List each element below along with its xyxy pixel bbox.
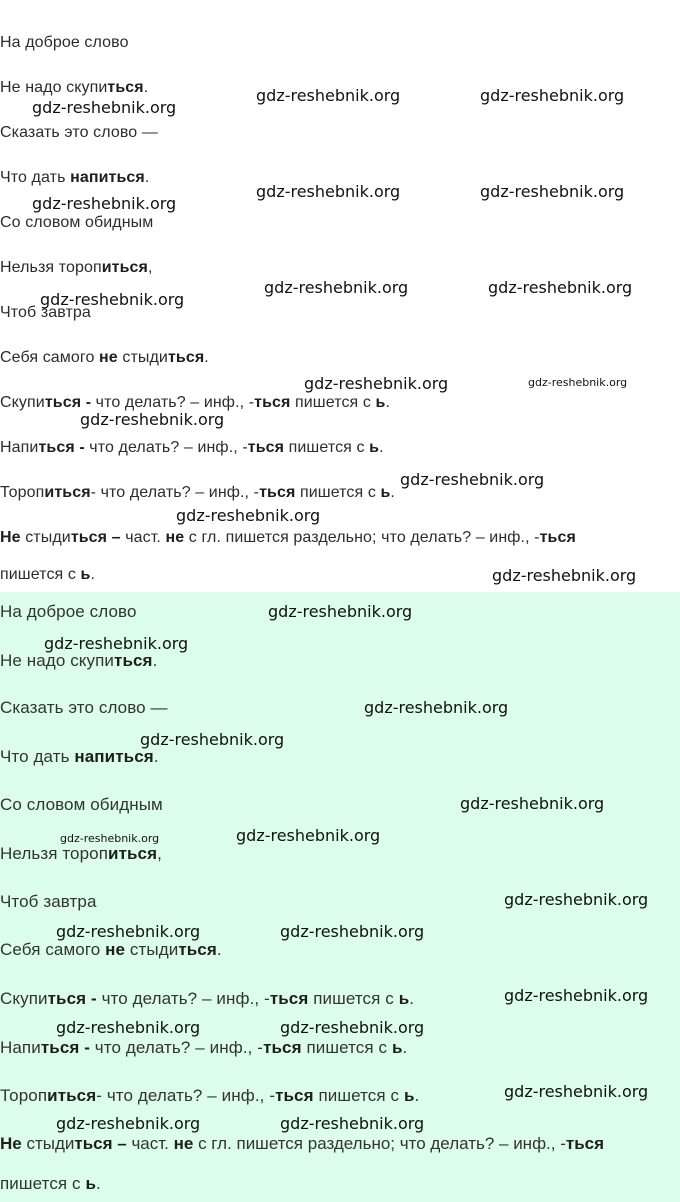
note-line-1: Скупиться - что делать? – инф., -ться пишется с ь.: [0, 394, 390, 411]
poem-line-3: Сказать это слово —: [0, 124, 158, 141]
watermark: gdz-reshebnik.org: [280, 1114, 425, 1133]
watermark: gdz-reshebnik.org: [364, 698, 509, 717]
poem-line-3: Сказать это слово —: [0, 698, 168, 717]
poem-line-7: Чтоб завтра: [0, 892, 97, 911]
watermark: gdz-reshebnik.org: [56, 1018, 201, 1037]
watermark: gdz-reshebnik.org: [256, 86, 401, 105]
watermark: gdz-reshebnik.org: [44, 634, 189, 653]
watermark: gdz-reshebnik.org: [236, 826, 381, 845]
watermark: gdz-reshebnik.org: [256, 182, 401, 201]
watermark: gdz-reshebnik.org: [40, 290, 185, 309]
watermark: gdz-reshebnik.org: [56, 1114, 201, 1133]
watermark: gdz-reshebnik.org: [32, 194, 177, 213]
note-line-4: Не стыдиться – част. не с гл. пишется раздельно; что делать? – инф., -ться: [0, 1134, 605, 1153]
poem-line-5: Со словом обидным: [0, 214, 154, 231]
watermark: gdz-reshebnik.org: [280, 922, 425, 941]
answer-section-white: [0, 0, 680, 592]
watermark: gdz-reshebnik.org: [480, 182, 625, 201]
watermark: gdz-reshebnik.org: [56, 922, 201, 941]
watermark: gdz-reshebnik.org: [480, 86, 625, 105]
watermark: gdz-reshebnik.org: [488, 278, 633, 297]
note-line-3: Торопиться- что делать? – инф., -ться пишется с ь.: [0, 1086, 420, 1105]
watermark: gdz-reshebnik.org: [492, 566, 637, 585]
watermark: gdz-reshebnik.org: [80, 410, 225, 429]
watermark: gdz-reshebnik.org: [504, 890, 649, 909]
watermark: gdz-reshebnik.org: [176, 506, 321, 525]
poem-line-8: Себя самого не стыдиться.: [0, 940, 222, 959]
poem-line-7: Чтоб завтра: [0, 304, 91, 321]
poem-line-4: Что дать напиться.: [0, 169, 150, 186]
poem-line-8: Себя самого не стыдиться.: [0, 349, 209, 366]
poem-line-2: Не надо скупиться.: [0, 79, 149, 96]
poem-line-6: Нельзя торопиться,: [0, 844, 162, 863]
answer-section-green: [0, 592, 680, 1202]
watermark: gdz-reshebnik.org: [268, 602, 413, 621]
poem-line-6: Нельзя торопиться,: [0, 259, 153, 276]
watermark: gdz-reshebnik.org: [280, 1018, 425, 1037]
note-line-4: Не стыдиться – част. не с гл. пишется раздельно; что делать? – инф., -ться: [0, 529, 576, 546]
note-line-2: Напиться - что делать? – инф., -ться пишется с ь.: [0, 439, 384, 456]
note-line-2: Напиться - что делать? – инф., -ться пишется с ь.: [0, 1038, 408, 1057]
watermark: gdz-reshebnik.org: [304, 374, 449, 393]
poem-line-5: Со словом обидным: [0, 795, 163, 814]
watermark: gdz-reshebnik.org: [264, 278, 409, 297]
note-line-3: Торопиться- что делать? – инф., -ться пишется с ь.: [0, 484, 395, 501]
poem-line-1: На доброе слово: [0, 34, 129, 51]
poem-line-2: Не надо скупиться.: [0, 651, 158, 670]
note-line-1: Скупиться - что делать? – инф., -ться пишется с ь.: [0, 989, 415, 1008]
watermark: gdz-reshebnik.org: [32, 98, 177, 117]
watermark: gdz-reshebnik.org: [400, 470, 545, 489]
watermark: gdz-reshebnik.org: [504, 986, 649, 1005]
watermark: gdz-reshebnik.org: [504, 1082, 649, 1101]
watermark: gdz-reshebnik.org: [60, 832, 160, 845]
poem-line-4: Что дать напиться.: [0, 747, 159, 766]
watermark: gdz-reshebnik.org: [528, 376, 628, 389]
note-line-5: пишется с ь.: [0, 1174, 101, 1193]
watermark: gdz-reshebnik.org: [460, 794, 605, 813]
watermark: gdz-reshebnik.org: [140, 730, 285, 749]
poem-line-1: На доброе слово: [0, 602, 137, 621]
note-line-5: пишется с ь.: [0, 566, 95, 583]
